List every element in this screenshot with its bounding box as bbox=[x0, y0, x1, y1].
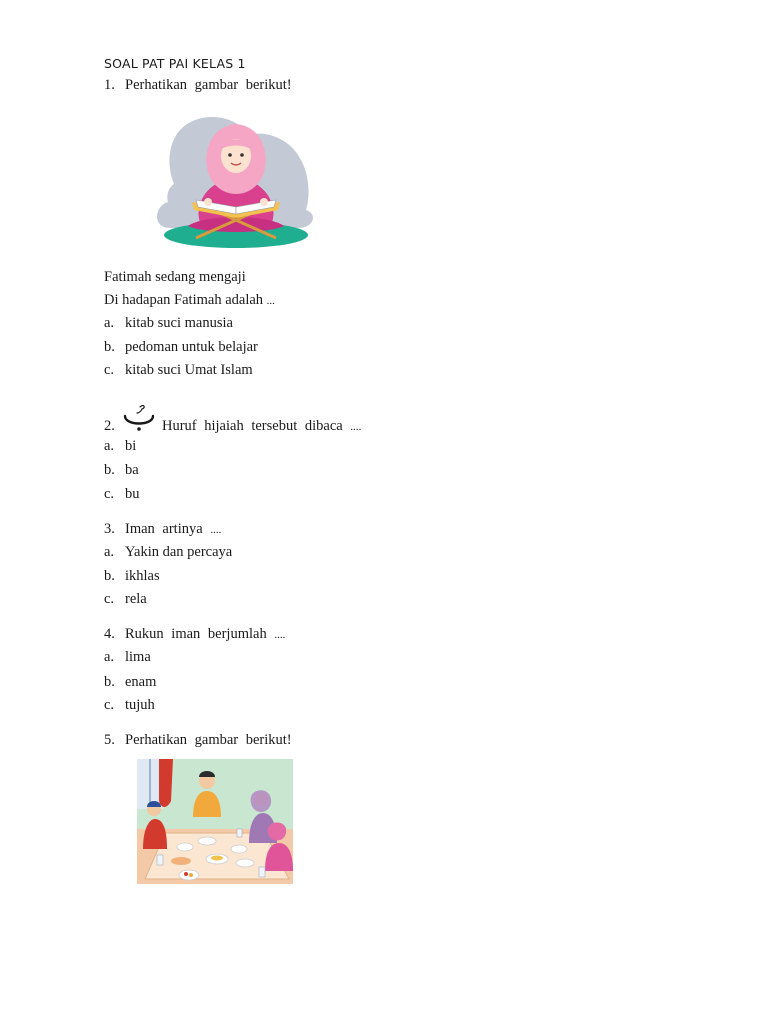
question-dots: .... bbox=[350, 421, 362, 433]
question-text: Perhatikan gambar berikut! bbox=[125, 77, 292, 93]
option-letter: c. bbox=[104, 486, 115, 502]
question-text: Perhatikan gambar berikut! bbox=[125, 732, 292, 748]
question-2 bbox=[104, 418, 361, 435]
question-5 bbox=[104, 732, 292, 749]
option-text: pedoman untuk belajar bbox=[125, 339, 258, 355]
question-number: 2. bbox=[104, 418, 115, 434]
girl-reading-quran-illustration bbox=[148, 110, 316, 252]
option-3a[interactable] bbox=[104, 544, 232, 561]
family-praying-before-meal-illustration bbox=[137, 759, 293, 884]
option-letter: c. bbox=[104, 362, 115, 378]
question-text: Huruf hijaiah tersebut dibaca bbox=[162, 418, 343, 434]
question-dots: .... bbox=[274, 629, 286, 641]
option-letter: b. bbox=[104, 339, 115, 355]
option-2a[interactable] bbox=[104, 438, 136, 455]
question-1 bbox=[104, 77, 292, 94]
option-letter: a. bbox=[104, 438, 115, 454]
option-letter: b. bbox=[104, 462, 115, 478]
question-text: Iman artinya bbox=[125, 521, 203, 537]
option-letter: a. bbox=[104, 649, 115, 665]
option-text: bu bbox=[125, 486, 140, 502]
question-number: 4. bbox=[104, 626, 115, 642]
option-text: lima bbox=[125, 649, 151, 665]
option-letter: b. bbox=[104, 674, 115, 690]
context-line: Fatimah sedang mengaji bbox=[104, 269, 246, 285]
option-text: kitab suci Umat Islam bbox=[125, 362, 253, 378]
option-text: rela bbox=[125, 591, 147, 607]
question-dots: .... bbox=[210, 524, 222, 536]
option-2b[interactable] bbox=[104, 462, 139, 479]
option-text: ba bbox=[125, 462, 139, 478]
option-text: tujuh bbox=[125, 697, 155, 713]
option-letter: a. bbox=[104, 315, 115, 331]
option-letter: c. bbox=[104, 697, 115, 713]
question-3 bbox=[104, 521, 221, 538]
option-text: Yakin dan percaya bbox=[125, 544, 233, 560]
question-4 bbox=[104, 626, 285, 643]
option-text: enam bbox=[125, 674, 157, 690]
option-letter: b. bbox=[104, 568, 115, 584]
option-2c[interactable] bbox=[104, 486, 140, 503]
option-4b[interactable] bbox=[104, 674, 156, 691]
page-title: SOAL PAT PAI KELAS 1 bbox=[104, 56, 246, 71]
question-number: 1. bbox=[104, 77, 115, 93]
question-text: Rukun iman berjumlah bbox=[125, 626, 267, 642]
context-question-text: Di hadapan Fatimah adalah bbox=[104, 292, 264, 308]
option-text: kitab suci manusia bbox=[125, 315, 233, 331]
question-dots: ... bbox=[266, 295, 275, 307]
option-3b[interactable] bbox=[104, 568, 160, 585]
context-question bbox=[104, 292, 275, 309]
option-text: ikhlas bbox=[125, 568, 160, 584]
option-4c[interactable] bbox=[104, 697, 155, 714]
question-number: 5. bbox=[104, 732, 115, 748]
question-number: 3. bbox=[104, 521, 115, 537]
option-letter: c. bbox=[104, 591, 115, 607]
option-3c[interactable] bbox=[104, 591, 147, 608]
option-1c[interactable] bbox=[104, 362, 253, 379]
option-letter: a. bbox=[104, 544, 115, 560]
option-1a[interactable] bbox=[104, 315, 233, 332]
option-text: bi bbox=[125, 438, 137, 454]
option-1b[interactable] bbox=[104, 339, 258, 356]
option-4a[interactable] bbox=[104, 649, 151, 666]
